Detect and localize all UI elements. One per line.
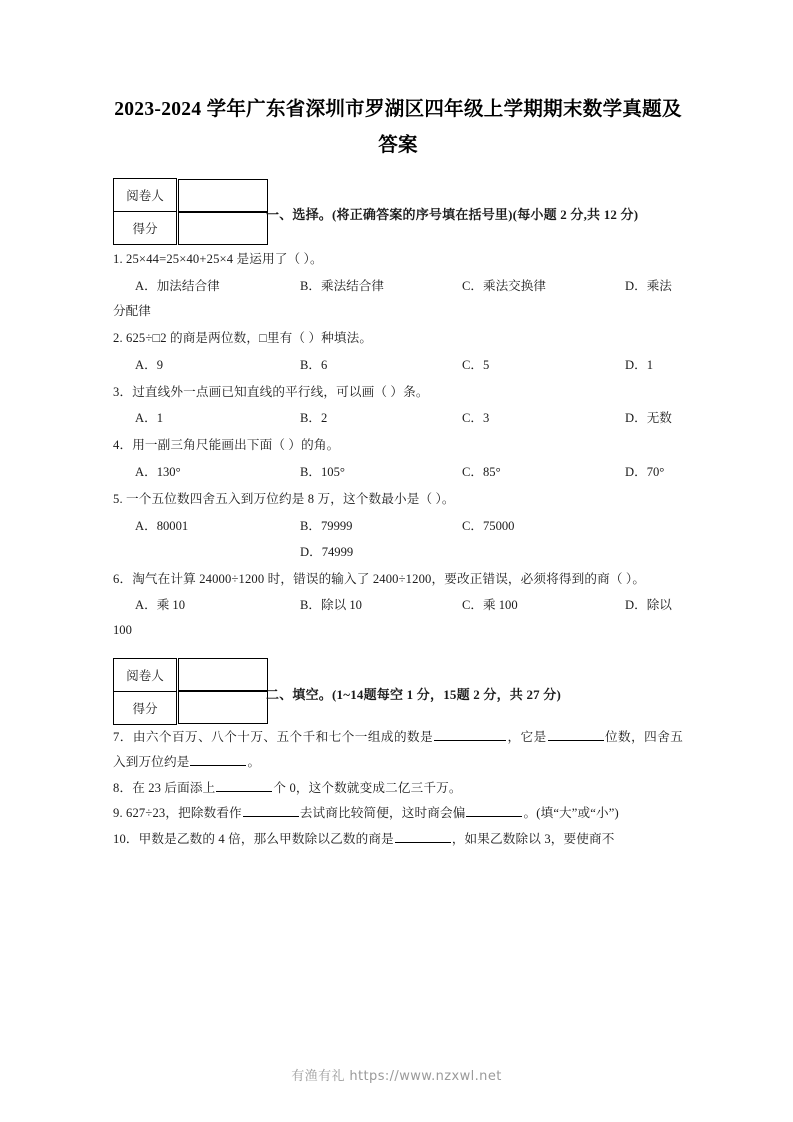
question-1-option-c[interactable]: C．乘法交换律	[462, 278, 546, 293]
question-1-options	[113, 273, 683, 299]
question-8-part-1: 8．在 23 后面添上	[113, 780, 216, 795]
question-5-stem: 5. 一个五位数四舍五入到万位约是 8 万，这个数最小是（ ）。	[113, 491, 455, 506]
question-4	[113, 433, 683, 485]
score-table-section-two	[113, 658, 263, 725]
question-7-blank-1[interactable]	[434, 727, 506, 741]
question-2-options	[113, 352, 683, 378]
question-2-option-b[interactable]: B．6	[300, 357, 328, 372]
section-one-heading: 一、选择。(将正确答案的序号填在括号里)(每小题 2 分,共 12 分)	[266, 207, 639, 223]
question-2-option-d[interactable]: D．1	[625, 357, 653, 372]
question-1	[113, 247, 683, 324]
question-3-option-a[interactable]: A．1	[135, 411, 163, 426]
question-3-stem: 3．过直线外一点画已知直线的平行线，可以画（ ）条。	[113, 384, 429, 399]
question-4-option-d[interactable]: D．70°	[625, 464, 665, 479]
question-3	[113, 380, 683, 432]
question-9-blank-2[interactable]	[466, 803, 522, 817]
table-row	[114, 658, 263, 691]
question-9-part-1: 9. 627÷23，把除数看作	[113, 806, 242, 821]
question-6-option-a[interactable]: A．乘 10	[135, 598, 186, 613]
question-5-options	[113, 513, 683, 539]
reviewer-value-cell[interactable]	[178, 179, 268, 212]
table-row	[114, 691, 263, 724]
section-two-heading: 二、填空。(1~14题每空 1 分，15题 2 分，共 27 分)	[266, 686, 562, 702]
question-1-option-d[interactable]: D．乘法	[625, 278, 672, 293]
reviewer-value-cell[interactable]	[178, 658, 268, 691]
question-6-option-b[interactable]: B．除以 10	[300, 598, 362, 613]
question-5-options-continued	[113, 539, 683, 565]
question-7-part-4: 。	[247, 755, 261, 770]
score-label: 得分	[114, 212, 177, 245]
question-1-stem: 1. 25×44=25×40+25×4 是运用了（ ）。	[113, 252, 323, 267]
score-table-section-one	[113, 178, 263, 245]
question-6-options	[113, 592, 683, 618]
question-7-blank-2[interactable]	[548, 727, 604, 741]
table-row	[114, 179, 263, 212]
question-9-blank-1[interactable]	[243, 803, 299, 817]
question-8-blank-1[interactable]	[216, 778, 272, 792]
question-6-option-d-wrap: 100	[113, 623, 132, 638]
question-5-option-b[interactable]: B．79999	[300, 518, 353, 533]
question-6-option-d[interactable]: D．除以	[625, 598, 672, 613]
reviewer-label: 阅卷人	[114, 179, 177, 212]
question-4-option-c[interactable]: C．85°	[462, 464, 501, 479]
question-7-blank-3[interactable]	[190, 752, 246, 766]
question-2	[113, 326, 683, 378]
question-6	[113, 567, 683, 644]
score-value-cell[interactable]	[178, 691, 268, 724]
question-3-option-c[interactable]: C．3	[462, 411, 490, 426]
question-2-option-a[interactable]: A．9	[135, 357, 163, 372]
question-7-part-3: 位数，四舍五入到万位约是	[113, 729, 684, 770]
question-1-option-a[interactable]: A．加法结合律	[135, 278, 220, 293]
question-1-option-b[interactable]: B．乘法结合律	[300, 278, 384, 293]
question-4-options	[113, 459, 683, 485]
question-7-part-1: 7．由六个百万、八个十万、五个千和七个一组成的数是	[113, 729, 434, 744]
question-2-stem: 2. 625÷□2 的商是两位数，□里有（ ）种填法。	[113, 331, 373, 346]
question-8-part-2: 个 0，这个数就变成二亿三千万。	[273, 780, 462, 795]
footer-watermark: 有渔有礼 https://www.nzxwl.net	[291, 1069, 502, 1084]
question-3-option-d[interactable]: D．无数	[625, 411, 672, 426]
question-9-part-2: 去试商比较简便，这时商会偏	[299, 806, 466, 821]
question-10	[113, 827, 683, 853]
question-6-option-c[interactable]: C．乘 100	[462, 598, 518, 613]
page-content	[113, 92, 683, 852]
section-two-header	[113, 658, 683, 725]
question-3-options	[113, 405, 683, 431]
section-one-header	[113, 178, 683, 245]
question-7-part-2: ，它是	[507, 729, 547, 744]
question-5	[113, 487, 683, 565]
reviewer-label: 阅卷人	[114, 658, 177, 691]
table-row	[114, 212, 263, 245]
question-10-part-1: 10．甲数是乙数的 4 倍，那么甲数除以乙数的商是	[113, 831, 394, 846]
question-7	[113, 725, 683, 776]
question-9-part-3: 。(填“大”或“小”)	[523, 806, 619, 821]
question-10-blank-1[interactable]	[395, 829, 451, 843]
question-4-stem: 4．用一副三角尺能画出下面（ ）的角。	[113, 438, 340, 453]
page-title: 2023-2024 学年广东省深圳市罗湖区四年级上学期期末数学真题及答案	[114, 99, 682, 157]
question-4-option-b[interactable]: B．105°	[300, 464, 345, 479]
question-8	[113, 776, 683, 802]
question-5-option-d[interactable]: D．74999	[300, 544, 354, 559]
score-label: 得分	[114, 691, 177, 724]
question-9	[113, 801, 683, 827]
question-4-option-a[interactable]: A．130°	[135, 464, 181, 479]
question-1-option-d-wrap: 分配律	[113, 303, 151, 318]
score-value-cell[interactable]	[178, 212, 268, 245]
question-5-option-a[interactable]: A．80001	[135, 518, 189, 533]
question-2-option-c[interactable]: C．5	[462, 357, 490, 372]
question-3-option-b[interactable]: B．2	[300, 411, 328, 426]
question-5-option-c[interactable]: C．75000	[462, 518, 515, 533]
question-10-part-2: ，如果乙数除以 3，要使商不	[451, 831, 615, 846]
question-6-stem: 6．淘气在计算 24000÷1200 时，错误的输入了 2400÷1200，要改正错误，必须将得到的商（ ）。	[113, 571, 646, 586]
